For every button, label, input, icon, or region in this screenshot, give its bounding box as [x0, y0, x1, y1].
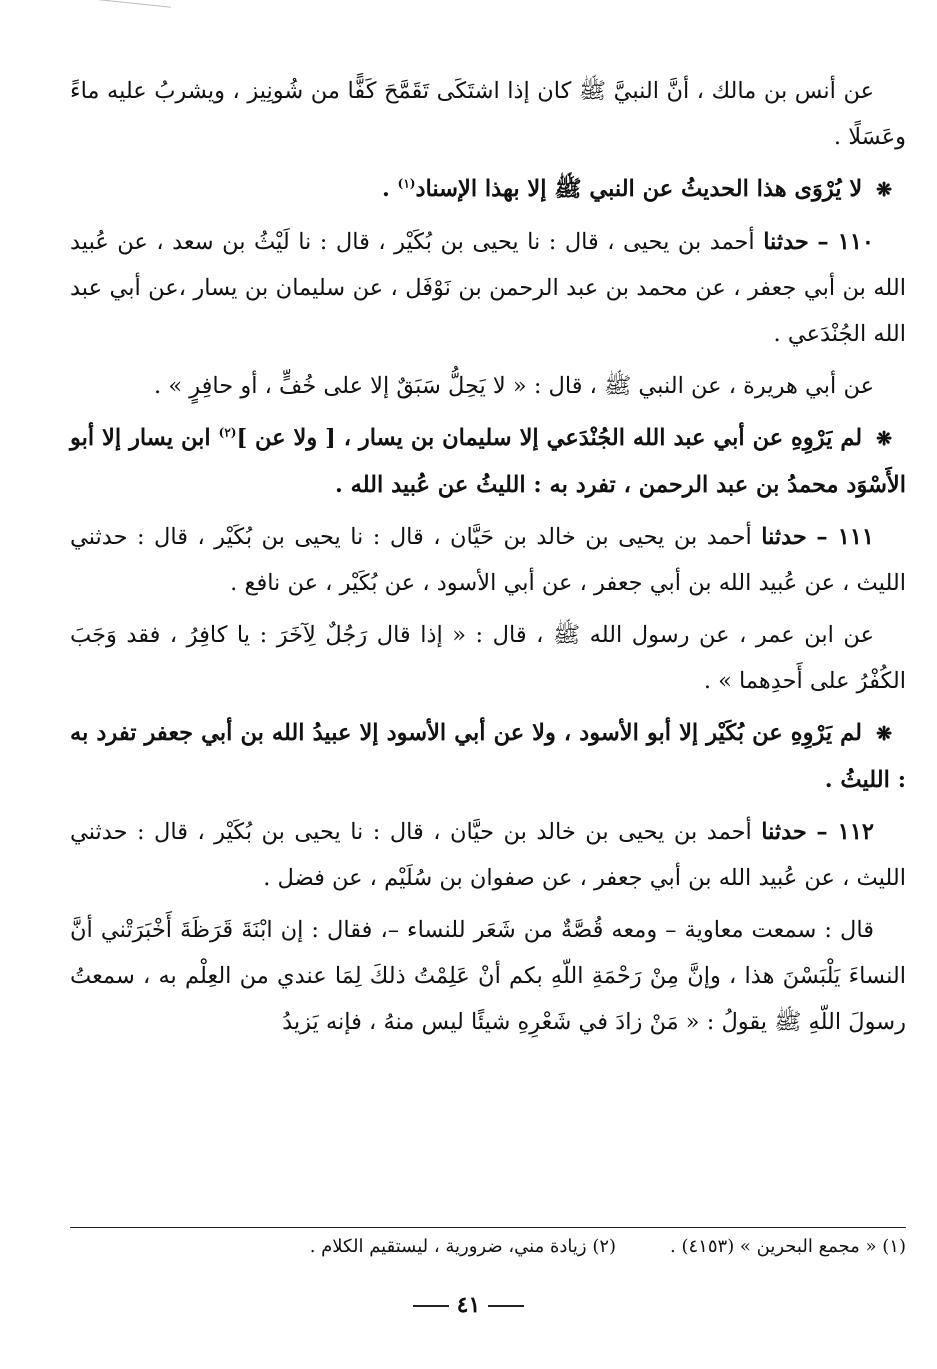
star-icon: ❋ [876, 179, 892, 201]
hadith-chain-111 [70, 514, 906, 606]
hadith-text-110 [70, 363, 906, 409]
paragraph-text: أحمد بن يحيى بن خالد بن حيَّان ، قال : نا يحيى بن بُكَيْر ، قال : حدثني الليث ، عن عُبيد الله بن أبي جعفر ، عن صفوان بن سُلَيْم ، عن فضل . [70, 819, 906, 891]
hadith-text-112 [70, 907, 906, 1045]
note-text: لم يَرْوِهِ عن بُكَيْر إلا أبو الأسود ، ولا عن أبي الأسود إلا عبيدُ الله بن أبي جعفر تفرد به : الليثُ . [70, 720, 906, 793]
footnote-ref-1[interactable]: (١) [397, 176, 416, 191]
paragraph-text: عن أبي هريرة ، عن النبي ﷺ ، قال : « لا يَحِلُّ سَبَقٌ إلا على خُفٍّ ، أو حافِرٍ » . [154, 373, 874, 399]
note-tail: ابن يسار إلا أبو الأَسْوَد محمدُ بن عبد الرحمن ، تفرد به : الليثُ عن عُبيد الله . [70, 425, 906, 498]
page-number-dash-right [413, 1305, 449, 1307]
grading-note-109 [70, 166, 906, 213]
page-body [70, 68, 906, 1051]
hadith-number: ١١٠ – [817, 229, 875, 255]
hadith-lead: حدثنا [763, 229, 809, 255]
star-icon: ❋ [876, 428, 893, 450]
footnote-2: (٢) زيادة مني، ضرورية ، ليستقيم الكلام . [309, 1236, 617, 1257]
paragraph-text: عن أنس بن مالك ، أنَّ النبيَّ ﷺ كان إذا اشتَكَى تَقَمَّحَ كَفًّا من شُونِيز ، ويشربُ عليه ماءً وعَسَلًا . [70, 78, 906, 150]
grading-note-110 [70, 415, 906, 508]
footnote-ref-2[interactable]: (٢) [218, 425, 237, 440]
scan-artifact [79, 0, 171, 30]
hadith-chain-110 [70, 219, 906, 357]
page-number-dash-left [488, 1305, 524, 1307]
footnote-divider [70, 1227, 906, 1228]
page-number [0, 1292, 937, 1318]
note-text: لم يَرْوِهِ عن أبي عبد الله الجُنْدَعي إلا سليمان بن يسار ، [ ولا عن ] [236, 425, 863, 451]
note-tail: . [381, 176, 390, 202]
footnotes [70, 1232, 906, 1262]
hadith-number: ١١٢ – [816, 819, 874, 845]
hadith-chain-112 [70, 809, 906, 901]
hadith-lead: حدثنا [761, 819, 807, 845]
paragraph-text: أحمد بن يحيى ، قال : نا يحيى بن بُكَيْر ، قال : نا لَيْثُ بن سعد ، عن عُبيد الله بن أبي جعفر ، عن محمد بن عبد الرحمن بن نَوْفَل ، عن سليمان بن يسار ،عن أبي عبد الله الجُنْدَعي . [70, 229, 906, 347]
grading-note-111 [70, 710, 906, 803]
footnote-1: (١) « مجمع البحرين » (٤١٥٣) . [670, 1236, 906, 1257]
paragraph-text: أحمد بن يحيى بن خالد بن حَيَّان ، قال : نا يحيى بن بُكَيْر ، قال : حدثني الليث ، عن عُبيد الله بن أبي جعفر ، عن أبي الأسود ، عن بُكَيْر ، عن نافع . [70, 524, 906, 596]
hadith-lead: حدثنا [761, 524, 807, 550]
star-icon: ❋ [876, 723, 892, 745]
hadith-number: ١١١ – [816, 524, 874, 550]
hadith-text-111 [70, 612, 906, 704]
hadith-text-109 [70, 68, 906, 160]
note-text: لا يُرْوَى هذا الحديثُ عن النبي ﷺ إلا بهذا الإسناد [415, 176, 863, 202]
page-number-value: ٤١ [456, 1292, 481, 1318]
paragraph-text: عن ابن عمر ، عن رسول الله ﷺ ، قال : « إذا قال رَجُلٌ لِآخَرَ : يا كافِرُ ، فقد وَجَبَ الكُفْرُ على أَحدِهما » . [70, 622, 906, 694]
paragraph-text: قال : سمعت معاوية – ومعه قُصَّةٌ من شَعَر للنساء –، فقال : إن ابْنَةَ قَرَظَةَ أَخْبَرَتْني أنَّ النساءَ يَلْبَسْنَ هذا ، وإنَّ مِنْ رَحْمَةِ اللّهِ بكم أنْ عَلِمْتُ ذلكَ لِمَا عندي من العِلْم به ، سمعتُ رسولَ اللّهِ ﷺ يقولُ : « مَنْ زادَ في شَعْرِهِ شيئًا ليس منهُ ، فإنه يَزيدُ [70, 917, 906, 1035]
